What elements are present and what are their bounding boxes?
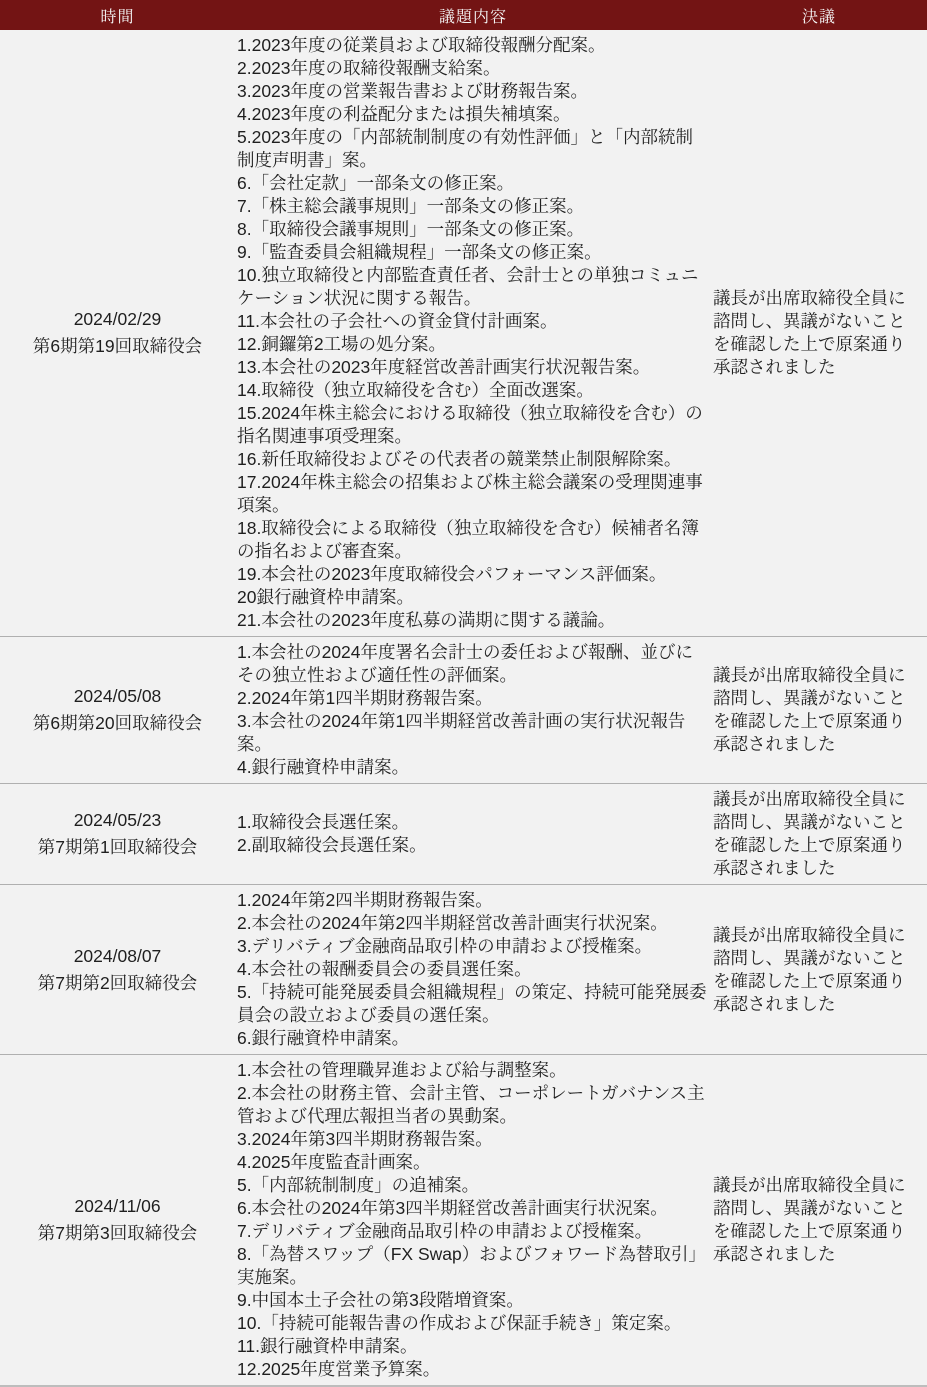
meeting-session: 第7期第1回取締役会 [37,837,198,857]
table-row [0,30,927,637]
column-header-agenda: 議題内容 [235,0,711,30]
agenda-item: 2.2023年度の取締役報酬支給案。 [237,58,501,78]
resolution-text: 議長が出席取締役全員に諮問し、異議がないことを確認した上で原案通り承認されました [713,665,906,754]
agenda-item: 20銀行融資枠申請案。 [237,587,414,607]
meeting-time-cell [0,30,235,637]
meeting-time-cell [0,637,235,784]
meeting-date: 2024/02/29 [73,309,162,329]
agenda-item: 3.デリバティブ金融商品取引枠の申請および授権案。 [237,936,653,956]
agenda-item: 5.「持続可能発展委員会組織規程」の策定、持続可能発展委員会の設立および委員の選任案。 [237,982,707,1025]
agenda-cell [235,30,711,637]
agenda-item: 3.2024年第3四半期財務報告案。 [237,1129,493,1149]
resolution-cell [711,784,927,885]
agenda-item: 9.「監査委員会組織規程」一部条文の修正案。 [237,242,602,262]
meeting-date: 2024/08/07 [73,945,162,966]
agenda-cell [235,1055,711,1387]
header-row [0,0,927,30]
agenda-item: 16.新任取締役およびその代表者の競業禁止制限解除案。 [237,449,682,469]
agenda-item: 15.2024年株主総会における取締役（独立取締役を含む）の指名関連事項受理案。 [237,403,703,446]
agenda-item: 1.2024年第2四半期財務報告案。 [237,890,493,910]
agenda-item: 17.2024年株主総会の招集および株主総会議案の受理関連事項案。 [237,472,703,515]
agenda-item: 6.本会社の2024年第3四半期経営改善計画実行状況案。 [237,1198,668,1218]
agenda-item: 4.2025年度監査計画案。 [237,1152,431,1172]
agenda-item: 2.本会社の2024年第2四半期経営改善計画実行状況案。 [237,913,668,933]
agenda-item: 19.本会社の2023年度取締役会パフォーマンス評価案。 [237,564,667,584]
resolution-text: 議長が出席取締役全員に諮問し、異議がないことを確認した上で原案通り承認されました [713,789,906,878]
resolution-text: 議長が出席取締役全員に諮問し、異議がないことを確認した上で原案通り承認されました [713,1175,906,1264]
agenda-item: 1.2023年度の従業員および取締役報酬分配案。 [237,35,606,55]
resolution-text: 議長が出席取締役全員に諮問し、異議がないことを確認した上で原案通り承認されました [713,288,906,377]
agenda-item: 11.銀行融資枠申請案。 [237,1336,418,1356]
agenda-item: 6.銀行融資枠申請案。 [237,1028,410,1048]
agenda-item: 1.本会社の管理職昇進および給与調整案。 [237,1060,567,1080]
agenda-item: 3.2023年度の営業報告書および財務報告案。 [237,81,589,101]
agenda-item: 18.取締役会による取締役（独立取締役を含む）候補者名簿の指名および審査案。 [237,518,699,561]
agenda-item: 6.「会社定款」一部条文の修正案。 [237,173,515,193]
agenda-item: 12.銅鑼第2工場の処分案。 [237,334,447,354]
resolution-cell [711,1055,927,1387]
agenda-item: 1.取締役会長選任案。 [237,812,410,832]
table-row [0,1055,927,1387]
agenda-item: 10.「持続可能報告書の作成および保証手続き」策定案。 [237,1313,682,1333]
agenda-item: 8.「取締役会議事規則」一部条文の修正案。 [237,219,585,239]
agenda-item: 5.「内部統制制度」の追補案。 [237,1175,480,1195]
agenda-cell [235,885,711,1055]
table-row [0,885,927,1055]
meeting-date: 2024/11/06 [74,1196,161,1216]
agenda-item: 10.独立取締役と内部監査責任者、会計士との単独コミュニケーション状況に関する報告。 [237,265,699,308]
table-header [0,0,927,30]
agenda-item: 7.デリバティブ金融商品取引枠の申請および授権案。 [237,1221,653,1241]
agenda-cell [235,637,711,784]
agenda-item: 4.本会社の報酬委員会の委員選任案。 [237,959,532,979]
meeting-session: 第7期第3回取締役会 [37,1223,198,1243]
agenda-item: 4.銀行融資枠申請案。 [237,757,410,777]
meeting-time-cell [0,885,235,1055]
agenda-item: 3.本会社の2024年第1四半期経営改善計画の実行状況報告案。 [237,711,686,754]
agenda-item: 12.2025年度営業予算案。 [237,1359,441,1379]
meeting-time-cell [0,784,235,885]
agenda-item: 13.本会社の2023年度経営改善計画実行状況報告案。 [237,357,651,377]
resolution-cell [711,30,927,637]
meeting-session: 第7期第2回取締役会 [37,972,198,993]
agenda-item: 2.副取締役会長選任案。 [237,835,427,855]
resolution-cell [711,637,927,784]
agenda-item: 21.本会社の2023年度私募の満期に関する議論。 [237,610,616,630]
meeting-date: 2024/05/08 [73,686,162,706]
resolution-cell [711,885,927,1055]
column-header-time: 時間 [0,0,235,30]
agenda-item: 5.2023年度の「内部統制制度の有効性評価」と「内部統制制度声明書」案。 [237,127,694,170]
agenda-item: 14.取締役（独立取締役を含む）全面改選案。 [237,380,594,400]
meeting-session: 第6期第20回取締役会 [32,713,203,733]
table-row [0,637,927,784]
agenda-item: 8.「為替スワップ（FX Swap）およびフォワード為替取引」実施案。 [237,1244,706,1287]
meeting-session: 第6期第19回取締役会 [32,336,203,356]
agenda-cell [235,784,711,885]
meeting-date: 2024/05/23 [73,810,162,830]
column-header-resolution: 決議 [711,0,927,30]
agenda-item: 7.「株主総会議事規則」一部条文の修正案。 [237,196,585,216]
agenda-item: 1.本会社の2024年度署名会計士の委任および報酬、並びにその独立性および適任性の評価案。 [237,642,694,685]
agenda-item: 9.中国本土子会社の第3段階増資案。 [237,1290,524,1310]
agenda-item: 11.本会社の子会社への資金貸付計画案。 [237,311,558,331]
agenda-item: 4.2023年度の利益配分または損失補填案。 [237,104,571,124]
meeting-time-cell [0,1055,235,1387]
table-row [0,784,927,885]
table-body [0,30,927,1386]
agenda-item: 2.本会社の財務主管、会計主管、コーポレートガバナンス主管および代理広報担当者の異動案。 [237,1083,705,1126]
agenda-item: 2.2024年第1四半期財務報告案。 [237,688,493,708]
resolution-text: 議長が出席取締役全員に諮問し、異議がないことを確認した上で原案通り承認されました [713,924,906,1014]
